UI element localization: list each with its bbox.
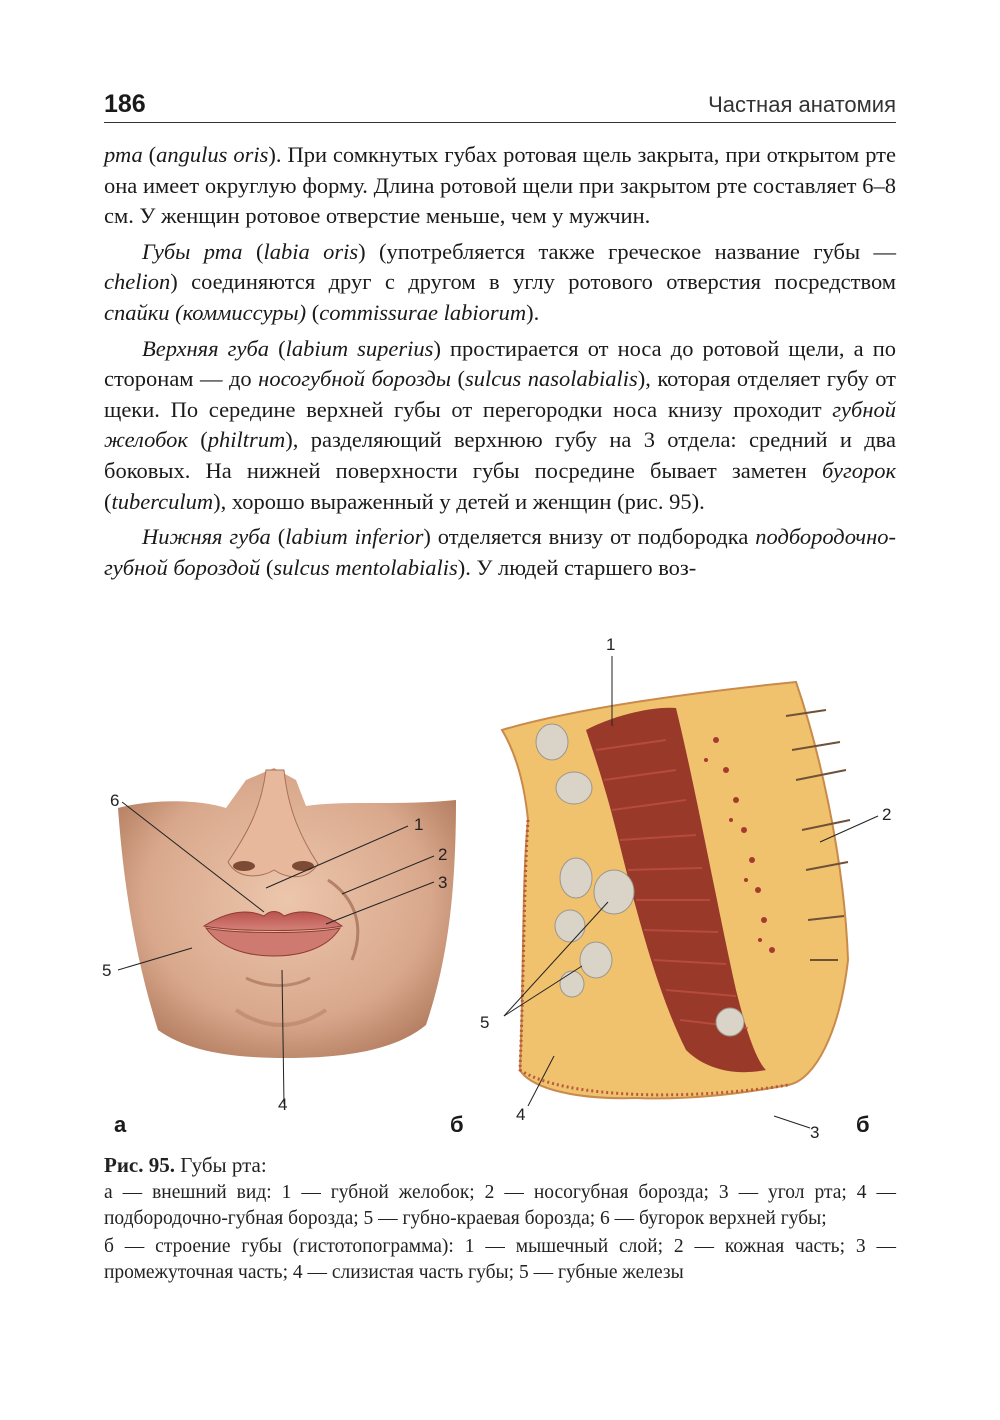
text: ( [306,299,320,325]
caption-line-a: а — внешний вид: 1 — губной желобок; 2 — носогубная борозда; 3 — угол рта; 4 — подбородочно-губная борозда; 5 — губно-краевая борозда; 6 — бугорок верхней губы; [104,1182,896,1229]
text: ), которая отделяет губу от щеки. По середине верхней губы от перегородки носа книзу проходит [104,366,896,422]
text: ( [451,366,465,392]
label-b-5: 5 [480,1013,490,1032]
page-number: 186 [104,90,146,118]
caption-title-text: Губы рта: [175,1153,267,1177]
figure-caption [104,1152,896,1288]
figure-letter-b-left: б [450,1112,464,1137]
caption-line-b: б — строение губы (гистотопограмма): 1 — мышечный слой; 2 — кожная часть; 3 — промежуточная часть; 4 — слизистая часть губы; 5 — губные железы [104,1236,896,1283]
latin-term: angulus oris [156,142,269,167]
text: ( [142,142,157,167]
panel-b-histology [480,635,891,1142]
caption-title [104,1152,896,1178]
label-b-4: 4 [516,1105,526,1124]
latin-term: sulcus mentolabialis [273,554,458,580]
figure-letter-a: а [114,1112,127,1137]
paragraph-1 [104,140,896,232]
text: ( [242,238,264,264]
latin-term: chelion [104,269,171,295]
page-header [104,86,896,123]
text: ) (употребляется также греческое название губы — [358,238,896,264]
latin-term: tuberculum [111,488,214,514]
term: Верхняя губа [142,335,270,361]
latin-term: labia oris [263,238,359,264]
text: ) соединяются друг с другом в углу ротового отверстия посредством [170,269,896,295]
label-a-1: 1 [414,815,424,834]
term: бугорок [821,457,896,483]
text: ) отделяется внизу от подбородка [423,524,756,550]
text: ), хорошо выраженный у детей и женщин (рис. 95). [213,488,705,514]
term: губной желобок [104,396,896,453]
latin-term: commissurae labiorum [319,299,527,325]
text: ). При сомкнутых губах ротовая щель закрыта, при открытом рте она имеет округлую форму. Длина ротовой щели при закрытом рте составляет 6–8 см. У женщин ротовое отверстие меньше, чем у мужчин. [104,142,896,229]
term: носогубной борозды [258,366,452,392]
text: ), разделяющий верхнюю губу на 3 отдела: средний и два боковых. На нижней поверхности губы посредине бывает заметен [104,427,896,483]
paragraph-4 [104,522,896,583]
latin-term: sulcus nasolabialis [465,366,638,392]
text: ) простирается от носа до ротовой щели, а по сторонам — до [104,335,896,392]
paragraph-2 [104,237,896,329]
latin-term: labium inferior [285,524,424,550]
label-b-1: 1 [606,635,616,654]
nostril-left [233,861,255,871]
label-b-3: 3 [810,1123,820,1142]
label-a-2: 2 [438,845,448,864]
text: ( [187,427,208,453]
term: подбородочно-губной бороздой [104,524,896,580]
figure-95 [96,630,906,1150]
latin-term: labium superius [285,335,434,361]
caption-figure-number: Рис. 95. [104,1153,175,1177]
term: Губы рта [142,238,243,264]
nostril-right [292,861,314,871]
latin-term: philtrum [207,427,286,453]
figure-illustration [96,630,906,1150]
text: ( [104,488,112,514]
text: ( [269,335,286,361]
term: рта [104,142,143,167]
term: Нижняя губа [142,524,271,550]
term: спайки (коммиссуры) [104,299,307,325]
label-a-6: 6 [110,791,120,810]
panel-a-face [102,768,456,1114]
label-b-2: 2 [882,805,892,824]
label-a-3: 3 [438,873,448,892]
running-title: Частная анатомия [708,92,896,117]
label-a-4: 4 [278,1095,288,1114]
label-a-5: 5 [102,961,112,980]
text: ). [526,299,540,325]
paragraph-3 [104,334,896,518]
body-text [104,140,896,588]
text: ( [270,524,286,550]
text: ( [260,554,274,580]
figure-letter-b-right: б [856,1112,870,1137]
text: ). У людей старшего воз- [457,554,697,580]
